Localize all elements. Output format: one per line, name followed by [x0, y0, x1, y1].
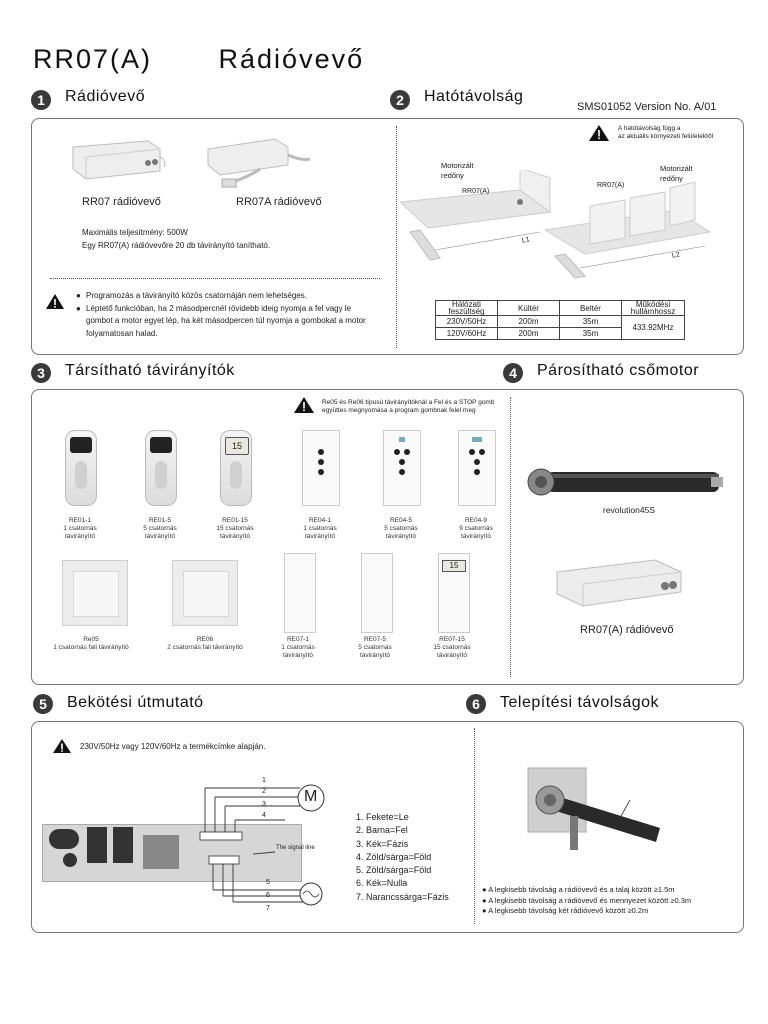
- divider: [50, 278, 380, 279]
- bullet-icon: ●: [482, 885, 489, 894]
- legend-item: 5. Zöld/sárga=Föld: [356, 865, 432, 876]
- range-warning-line2: az aktuális környezeti felületektől: [618, 133, 714, 140]
- section-title-receiver: Rádióvevő: [65, 88, 146, 105]
- wall-remote-re06-image: [172, 560, 238, 626]
- install-bullet-3: A legkisebb távolság két rádióvevő között ≥0.2m: [488, 906, 649, 915]
- divider-vertical: [396, 126, 397, 348]
- motor-name: revolution45S: [603, 505, 655, 515]
- section-number-6: 6: [466, 694, 486, 714]
- warning-icon: [293, 396, 315, 414]
- install-bullets: [482, 885, 691, 917]
- remote-caption-re04-1: RE04-1 1 csatornás távirányító: [303, 517, 337, 540]
- remote-caption-re01-5: RE01-5 5 csatornás távirányító: [143, 517, 177, 540]
- remote-caption-re06: RE06 2 csatornás fali távirányító: [167, 636, 243, 651]
- section-title-motor: Párosítható csőmotor: [537, 362, 700, 379]
- max-power-text: Maximális teljesítmény: 500W: [82, 228, 188, 237]
- cell-outdoor: 200m: [498, 328, 560, 340]
- section-number-5: 5: [33, 694, 53, 714]
- remote-re07-5-image: [361, 553, 393, 633]
- legend-item: 6. Kék=Nulla: [356, 878, 408, 889]
- cell-outdoor: 200m: [498, 316, 560, 328]
- note-2: Léptető funkcióban, ha 2 másodpercnél rövidebb ideig nyomja a fel vagy le: [86, 303, 352, 313]
- distance-l2: L2: [671, 251, 681, 260]
- note-3: gombot a motor egyet lép, ha két másodpercen túl nyomja a gombokat a motor: [86, 316, 366, 325]
- motor-label-line2: redőny: [660, 174, 683, 183]
- motor-label-line1: Motorizált: [660, 164, 693, 173]
- remote-re01-1-image: [65, 430, 97, 506]
- remote-caption-re04-5: RE04-5 5 csatornás távirányító: [384, 517, 418, 540]
- motor-label-right: [660, 164, 693, 184]
- remote-re01-15-image: [220, 430, 252, 506]
- legend-item: 3. Kék=Fázis: [356, 838, 409, 849]
- version-number: SMS01052 Version No. A/01: [577, 101, 717, 113]
- remote-caption-re05: Re05 1 csatornás fali távirányító: [53, 636, 129, 651]
- motor-label-line2: redőny: [441, 171, 464, 180]
- header-voltage: Hálózati feszültség: [436, 301, 498, 316]
- motor-label-left: [441, 161, 474, 181]
- header-indoor: Beltér: [560, 301, 622, 316]
- pair-limit-text: Egy RR07(A) rádióvevőre 20 db távirányító tanítható.: [82, 241, 271, 250]
- remote-re01-5-image: [145, 430, 177, 506]
- signal-line-label: The signal line: [276, 845, 315, 851]
- rr07-device-image: [68, 137, 168, 197]
- remote-re07-15-image: [438, 553, 470, 633]
- rr07a-label-left: RR07(A): [462, 188, 490, 195]
- bullet-icon: ●: [482, 906, 489, 915]
- header-wavelength: Működési hullámhossz: [622, 301, 685, 316]
- remote-re04-5-image: [383, 430, 421, 506]
- warning-icon: [45, 293, 65, 310]
- range-warning: [618, 125, 713, 141]
- wire-number-6: 6: [266, 892, 270, 899]
- bullet-icon: ●: [76, 303, 81, 313]
- remote-caption-re07-5: RE07-5 5 csatornás távirányító: [358, 636, 392, 659]
- wire-number-5: 5: [266, 879, 270, 886]
- rr07a-device-image: [555, 558, 685, 612]
- wiring-warning: 230V/50Hz vagy 120V/60Hz a termékcímke alapján.: [80, 742, 266, 751]
- range-diagram-walls: [545, 180, 725, 280]
- header-outdoor: Kültér: [498, 301, 560, 316]
- wire-number-2: 2: [262, 788, 266, 795]
- rr07a-label: RR07A rádióvevő: [236, 196, 322, 208]
- cell-indoor: 35m: [560, 328, 622, 340]
- bullet-icon: ●: [482, 895, 489, 905]
- bullet-icon: ●: [76, 291, 81, 300]
- note-1: Programozás a távirányító közös csatornáján nem lehetséges.: [86, 291, 308, 300]
- wire-number-7: 7: [266, 905, 270, 912]
- page-title: RR07(A) Rádióvevő: [33, 44, 365, 74]
- section-number-2: 2: [390, 90, 410, 110]
- rr07-label: RR07 rádióvevő: [82, 196, 161, 208]
- remote-display: 15: [225, 437, 249, 455]
- note-4: folyamatosan halad.: [86, 328, 158, 338]
- motor-receiver-label: RR07(A) rádióvevő: [580, 624, 674, 636]
- legend-item: 4. Zöld/sárga=Föld: [356, 851, 432, 862]
- remote-caption-re01-15: RE01-15 15 csatornás távirányító: [216, 517, 254, 540]
- cell-voltage: 120V/60Hz: [436, 328, 498, 340]
- legend-item: 7. Narancssárga=Fázis: [356, 891, 449, 902]
- section-title-remotes: Társítható távirányítók: [65, 362, 235, 379]
- tubular-motor-image: [525, 462, 725, 502]
- remote-caption-re07-1: RE07-1 1 csatornás távirányító: [281, 636, 315, 659]
- install-bullet-2: A legkisebb távolság a rádióvevő és mennyezet között ≥0.3m: [488, 895, 692, 905]
- cell-indoor: 35m: [560, 316, 622, 328]
- wire-number-4: 4: [262, 812, 266, 819]
- range-warning-line1: A hatótávolság függ a: [618, 125, 681, 132]
- distance-l1: L1: [521, 236, 531, 245]
- remote-re04-9-image: [458, 430, 496, 506]
- warning-icon: [52, 738, 72, 754]
- section-title-range: Hatótávolság: [424, 88, 524, 105]
- section-number-1: 1: [31, 90, 51, 110]
- divider-vertical: [510, 397, 511, 677]
- remote-caption-re07-15: RE07-15 15 csatornás távirányító: [433, 636, 471, 659]
- legend-item: 2. Barna=Fel: [356, 825, 408, 836]
- cell-frequency: 433.92MHz: [622, 316, 685, 340]
- section-number-4: 4: [503, 363, 523, 383]
- divider-vertical: [474, 728, 475, 924]
- cell-voltage: 230V/50Hz: [436, 316, 498, 328]
- remote-re04-1-image: [302, 430, 340, 506]
- section-title-install: Telepítési távolságok: [500, 694, 660, 711]
- wire-number-3: 3: [262, 801, 266, 808]
- range-table: [435, 300, 685, 340]
- installed-motor-image: [520, 760, 670, 860]
- wire-number-1: 1: [262, 777, 266, 784]
- remote-caption-re04-9: RE04-9 9 csatornás távirányító: [459, 517, 493, 540]
- remote-re07-1-image: [284, 553, 316, 633]
- rr07a-label-right: RR07(A): [597, 182, 625, 189]
- remotes-warning: [322, 399, 494, 415]
- remotes-warning-line2: együttes megnyomása a program gombnak felel meg: [322, 407, 476, 414]
- warning-icon: [588, 124, 610, 142]
- install-bullet-1: A legkisebb távolság a rádióvevő és a talaj között ≥1.5m: [488, 885, 675, 894]
- section-title-wiring: Bekötési útmutató: [67, 694, 204, 711]
- remote-display: 15: [442, 560, 466, 572]
- motor-label-line1: Motorizált: [441, 161, 474, 170]
- motor-symbol: M: [304, 788, 318, 805]
- wall-remote-re05-image: [62, 560, 128, 626]
- section-number-3: 3: [31, 363, 51, 383]
- receiver-notes: [76, 290, 366, 340]
- wiring-legend: [356, 811, 449, 904]
- legend-item: 1. Fekete=Le: [356, 812, 409, 822]
- table-row: [436, 316, 685, 328]
- remote-caption-re01-1: RE01-1 1 csatornás távirányító: [63, 517, 97, 540]
- remotes-warning-line1: Re05 és Re06 típusú távirányítóknál a Fel és a STOP gomb: [322, 399, 495, 406]
- rr07a-device-image: [200, 137, 315, 195]
